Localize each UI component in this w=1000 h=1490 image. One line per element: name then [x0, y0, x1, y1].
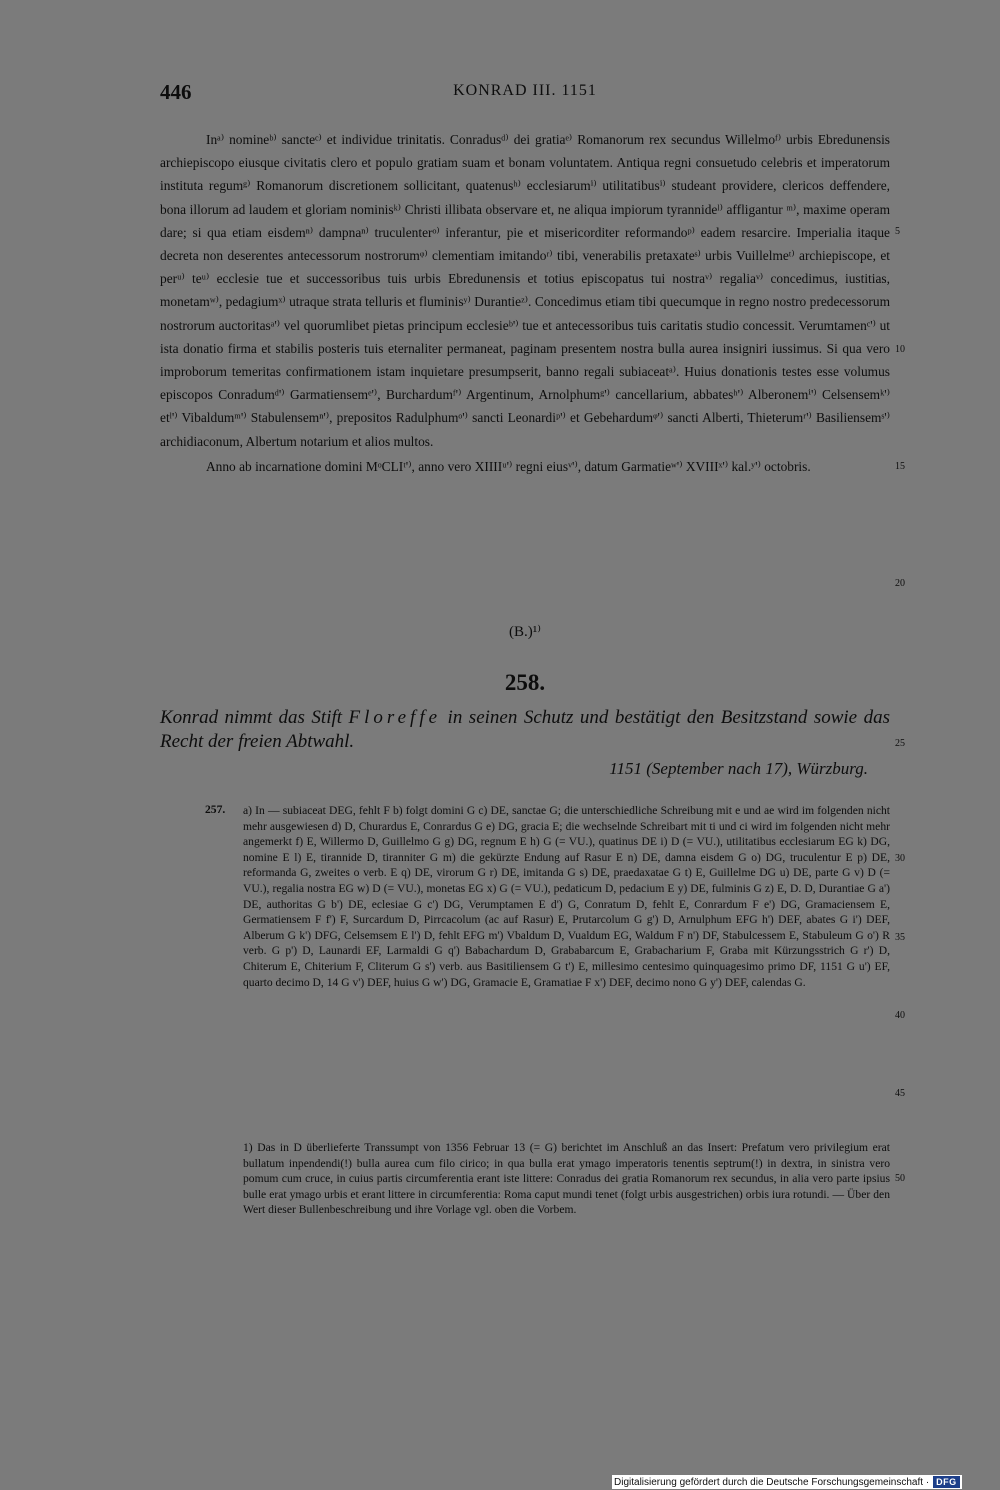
regest-place: Floreffe: [348, 707, 442, 728]
line-numbers: [895, 0, 925, 1490]
page-header: [160, 80, 890, 108]
critical-apparatus: a) In — subiaceat DEG, fehlt F b) folgt domini G c) DE, sanctae G; die unterschiedliche Schreibung mit e und ae wird im folgenden nicht mehr ausgewiesen d) D, Churardus E, Conrardus G e) DG, gracia E; die wechselnde Schreibart mit ti und ci wird im folgenden nicht mehr angemerkt f) E, Willermo D, Guillelmo G g) DG, regnum E h) G (= VU.), quatinus DE i) D (= VU.), utilitatibus ecclesiarum EG k) DG, nomine E l) E, tirannide D, tiranniter G m) die gekürzte Endung auf Rasur E n) DE, damna eisdem G o) DG, truculentur E p) DE, reformanda G, zweites o verb. E q) DE, virorum G r) DE, imitanda G s) DE, praedaxatae G t) E, Guillelme DG u) DE, parte G v) D (= VU.), regalia nostra EG w) D (= VU.), monetas EG x) G (= VU.), pedaticum D, pedacium E y) DE, fulminis G z) E, D. D, Durantiae G a') DE, authoritas G b') DE, eclesiae G c') DG, Verumptamen E d') G, Conratum D, fehlt E, Conrardum F e') DG, Gramaciensem E, Germatiensem F f') F, Surcardum D, Pirrcacolum (ac auf Rasur) E, Prutarcolum G g') D, Arnulphum EFG h') DEF, abates G i') DEF, Alberum G k') DFG, Celsemsem E l') D, fehlt EFG m') Vbaldum D, Vualdum EG, Waldum F n') DF, Stabulcessem E, Stabuleum G o') R verb. G p') D, Launardi EF, Larmaldi G q') Babachardum D, Grababarcum E, Grabacharium F, Graba mit Kürzungsstrich G r') D, Chiterum E, Chiterium F, Cliterum G s') verb. aus Basitiliensem G t') E, millesimo centesimo quinquagesimo primo DF, 1151 G u') EF, quarto decimo D, 14 G v') DEF, huius G w') DG, Gramacie E, Gramatiae F x') DEF, decimo nono G y') DEF, calendas G.: [243, 804, 890, 989]
dfg-footer[interactable]: [612, 1475, 962, 1489]
charter-dating-paragraph: Anno ab incarnatione domini MᵒCLIᵗ'⁾, anno vero XIIIIᵘ'⁾ regni eiusᵛ'⁾, datum Garmatieʷ'⁾ XVIIIˣ'⁾ kal.ʸ'⁾ octobris.: [206, 458, 811, 474]
line-number: 45: [895, 1088, 905, 1099]
line-number: 30: [895, 853, 905, 864]
page-number: 446: [160, 80, 192, 104]
dfg-text: Digitalisierung gefördert durch die Deutsche Forschungsgemeinschaft ·: [614, 1476, 930, 1488]
regest: [160, 706, 890, 754]
line-number: 50: [895, 1173, 905, 1184]
dfg-logo-icon: DFG: [933, 1476, 960, 1488]
regest-text-cont: in seinen Schutz und bestätigt den Besitzstand sowie das Recht der freien Abtwahl.: [160, 707, 891, 752]
charter-paragraph: Inᵃ⁾ nomineᵇ⁾ sancteᶜ⁾ et individue trinitatis. Conradusᵈ⁾ dei gratiaᵉ⁾ Romanorum rex secundus Willelmoᶠ⁾ urbis Ebredunensis archiepiscopo eiusque civitatis clero et populo gratiam suam et bonam voluntatem. Antiqua regni consuetudo celebris et imperatorum instituta regumᵍ⁾ Romanorum discretionem sollicitant, quatenusʰ⁾ ecclesiarumⁱ⁾ utilitatibusⁱ⁾ studeant providere, clericos deffendere, bona illorum ad laudem et gloriam nominisᵏ⁾ Christi illibata observare et, ne aliqua impiorum tyrannideˡ⁾ affligantur ᵐ⁾, maxime operam dare; si qua etiam eisdemⁿ⁾ dampnaⁿ⁾ truculenterᵒ⁾ inferantur, pie et misericorditer reformandoᵖ⁾ eadem resarcire. Imperialia itaque decreta non deserentes antecessorum nostrorumᵠ⁾ clementiam imitandoʳ⁾ tibi, venerabilis pretaxateˢ⁾ urbis Vuillelmeᵗ⁾ archiepiscope, et perᵘ⁾ teᵘ⁾ ecclesie tue et successoribus tuis urbis Ebredunensis et totius episcopatus tui nostraᵛ⁾ regaliaᵛ⁾ concedimus, iustitias, monetamʷ⁾, pedagiumˣ⁾ utraque strata telluris et fluminisʸ⁾ Durantieᶻ⁾. Concedimus etiam tibi quecumque in regno nostro predecessorum nostrorum auctoritasᵃ'⁾ vel quorumlibet pietas principum ecclesieᵇ'⁾ tue et antecessoribus tuis caritatis studio concessit. Verumtamenᶜ'⁾ ut ista donatio firma et stabilis posteris tuis eternaliter permaneat, paginam presentem nostra bulla aurea insigniri iussimus. Si qua vero improborum temeritas confirmationem istam inquietare presumpserit, banno regali subiaceatᵃ⁾. Huius donationis testes esse volumus episcopos Conradumᵈ'⁾ Garmatiensemᵉ'⁾, Burchardumᶠ'⁾ Argentinum, Arnolphumᵍ'⁾ cancellarium, abbatesʰ'⁾ Alberonemⁱ'⁾ Celsensemᵏ'⁾ etˡ'⁾ Vibaldumᵐ'⁾ Stabulensemⁿ'⁾, prepositos Radulphumᵒ'⁾ sancti Leonardiᵖ'⁾ et Gebehardumᵠ'⁾ sancti Alberti, Thieterumʳ'⁾ Basiliensemˢ'⁾ archidiaconum, Albertum notarium et alios multos.: [160, 132, 890, 449]
line-number: 5: [895, 226, 900, 237]
charter-text: [160, 128, 890, 478]
document-dating: 1151 (September nach 17), Würzburg.: [609, 759, 868, 778]
document-number: 258.: [504, 670, 546, 695]
bulle-mark: (B.)¹⁾: [509, 624, 541, 640]
line-number: 25: [895, 738, 905, 749]
line-number: 10: [895, 344, 905, 355]
regest-text: Konrad nimmt das Stift: [160, 707, 349, 728]
line-number: 35: [895, 932, 905, 943]
apparatus-number: 257.: [205, 803, 226, 816]
line-number: 40: [895, 1010, 905, 1021]
footnote: 1) Das in D überlieferte Transsumpt von 1356 Februar 13 (= G) berichtet im Anschluß an das Insert: Prefatum vero privilegium erat bullatum inpendendi(!) bulla aurea cum filo cirico; in qua bulla erat ymago imperatoris tenentis septrum(!) in dextra, in sinistra vero pomum cum cruce, in cuius partis circumferentia erant iste littere: Conradus dei gratia Romanorum rex secundus, in alia vero parte ipsius bulle erat ymago urbis et erant littere in circumferentia: Roma caput mundi tenet (folgt urbis ausgestrichen) orbis iura rotundi. — Über den Wert dieser Bullenbeschreibung und ihre Vorlage vgl. oben die Vorbem.: [243, 1141, 890, 1217]
line-number: 15: [895, 461, 905, 472]
running-title: KONRAD III. 1151: [453, 82, 597, 99]
line-number: 20: [895, 578, 905, 589]
